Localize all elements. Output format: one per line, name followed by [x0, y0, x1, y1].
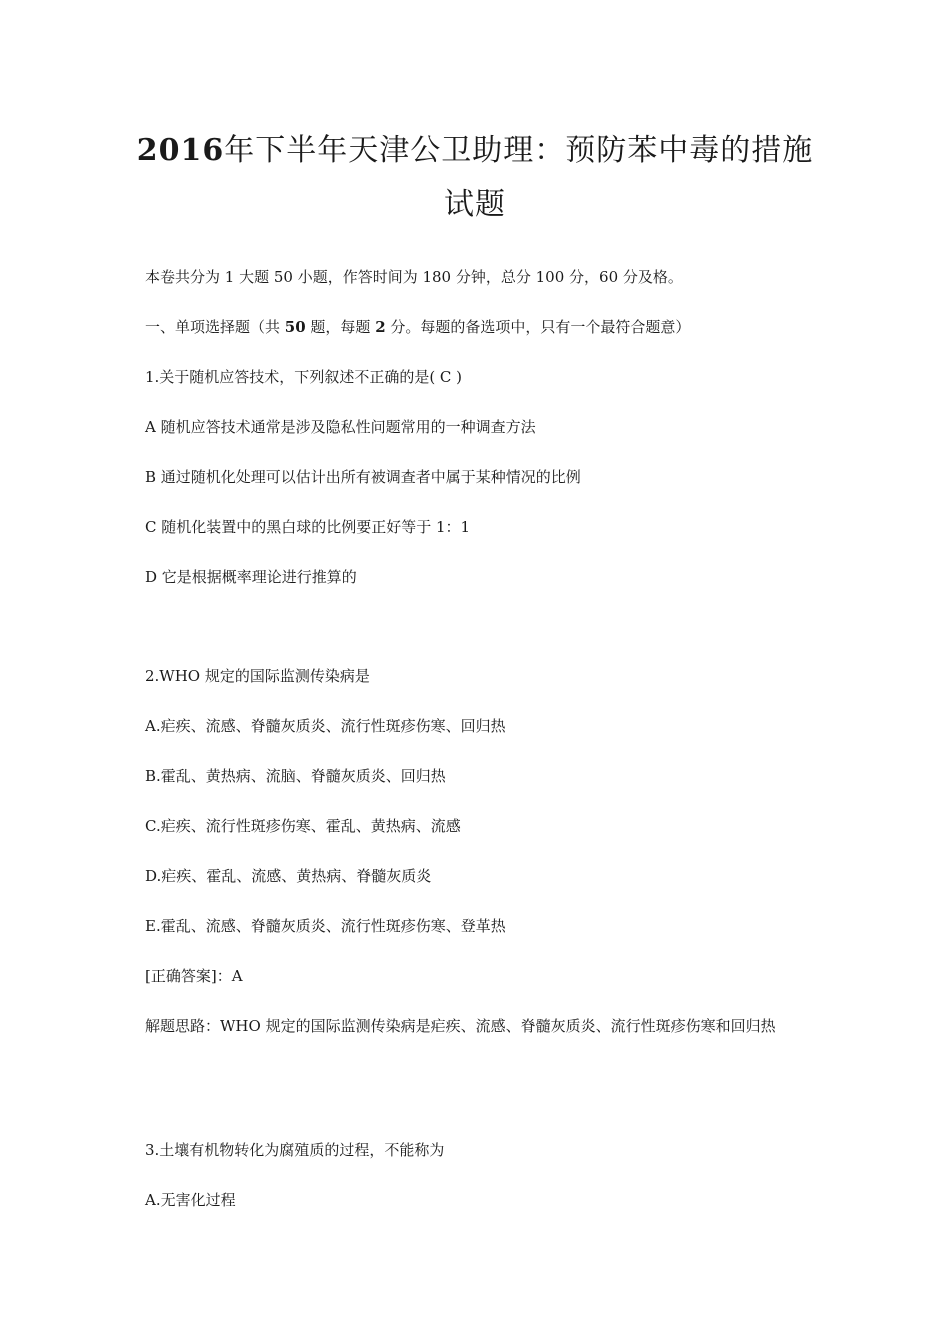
question-1-option-a: A 随机应答技术通常是涉及隐私性问题常用的一种调查方法 — [145, 418, 536, 436]
question-1-stem: 1.关于随机应答技术，下列叙述不正确的是( C ) — [145, 368, 463, 386]
question-1-option-c: C 随机化装置中的黑白球的比例要正好等于 1：1 — [145, 518, 471, 536]
question-2-option-b: B.霍乱、黄热病、流脑、脊髓灰质炎、回归热 — [145, 767, 446, 785]
question-2-option-c: C.疟疾、流行性斑疹伤寒、霍乱、黄热病、流感 — [145, 817, 461, 835]
question-2-answer: [正确答案]：A — [145, 967, 243, 985]
question-1-option-b: B 通过随机化处理可以估计出所有被调查者中属于某种情况的比例 — [145, 468, 581, 486]
section-heading: 一、单项选择题（共 50 题，每题 2 分。每题的备选项中，只有一个最符合题意） — [145, 318, 691, 336]
title-year: 2016 — [136, 133, 225, 168]
question-2-option-e: E.霍乱、流感、脊髓灰质炎、流行性斑疹伤寒、登革热 — [145, 917, 506, 935]
document-title — [130, 124, 820, 232]
question-2-stem: 2.WHO 规定的国际监测传染病是 — [145, 667, 370, 685]
question-2-option-d: D.疟疾、霍乱、流感、黄热病、脊髓灰质炎 — [145, 867, 432, 885]
question-3-option-a: A.无害化过程 — [145, 1191, 236, 1209]
title-text: 年下半年天津公卫助理：预防苯中毒的措施试题 — [224, 133, 814, 222]
question-2-explanation: 解题思路：WHO 规定的国际监测传染病是疟疾、流感、脊髓灰质炎、流行性斑疹伤寒和回归热 — [145, 1017, 776, 1035]
question-3-stem: 3.土壤有机物转化为腐殖质的过程，不能称为 — [145, 1141, 445, 1159]
question-1-option-d: D 它是根据概率理论进行推算的 — [145, 568, 357, 586]
exam-intro: 本卷共分为 1 大题 50 小题，作答时间为 180 分钟，总分 100 分，60 分及格。 — [145, 268, 683, 286]
question-2-option-a: A.疟疾、流感、脊髓灰质炎、流行性斑疹伤寒、回归热 — [145, 717, 506, 735]
